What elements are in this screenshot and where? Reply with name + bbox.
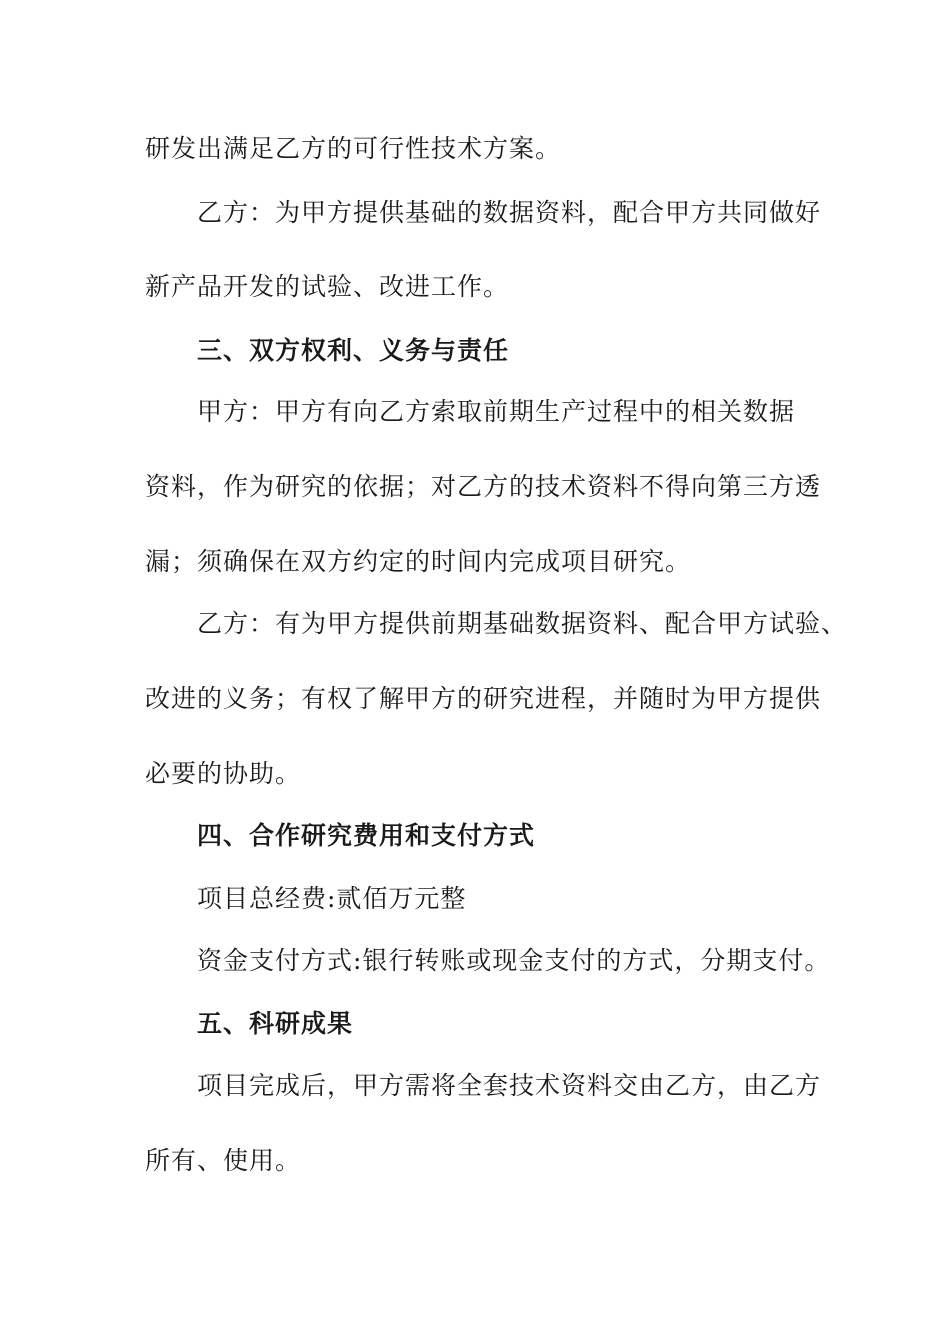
paragraph-line: 新产品开发的试验、改进工作。: [145, 272, 510, 301]
paragraph-line: 研发出满足乙方的可行性技术方案。: [145, 134, 562, 163]
section-heading: 四、合作研究费用和支付方式: [197, 821, 536, 850]
paragraph-line: 项目总经费:贰佰万元整: [197, 884, 467, 913]
section-heading: 三、双方权利、义务与责任: [197, 336, 510, 365]
paragraph-line: 甲方：甲方有向乙方索取前期生产过程中的相关数据: [197, 397, 796, 426]
paragraph-line: 改进的义务；有权了解甲方的研究进程，并随时为甲方提供: [145, 684, 822, 713]
paragraph-line: 资料，作为研究的依据；对乙方的技术资料不得向第三方透: [145, 472, 822, 501]
paragraph-line: 乙方：为甲方提供基础的数据资料，配合甲方共同做好: [197, 198, 822, 227]
paragraph-line: 资金支付方式:银行转账或现金支付的方式，分期支付。: [197, 946, 831, 975]
paragraph-line: 必要的协助。: [145, 759, 302, 788]
paragraph-line: 项目完成后，甲方需将全套技术资料交由乙方，由乙方: [197, 1071, 822, 1100]
paragraph-line: 漏；须确保在双方约定的时间内完成项目研究。: [145, 547, 692, 576]
paragraph-line: 乙方：有为甲方提供前期基础数据资料、配合甲方试验、: [197, 609, 848, 638]
section-heading: 五、科研成果: [197, 1009, 354, 1038]
paragraph-line: 所有、使用。: [145, 1146, 302, 1175]
